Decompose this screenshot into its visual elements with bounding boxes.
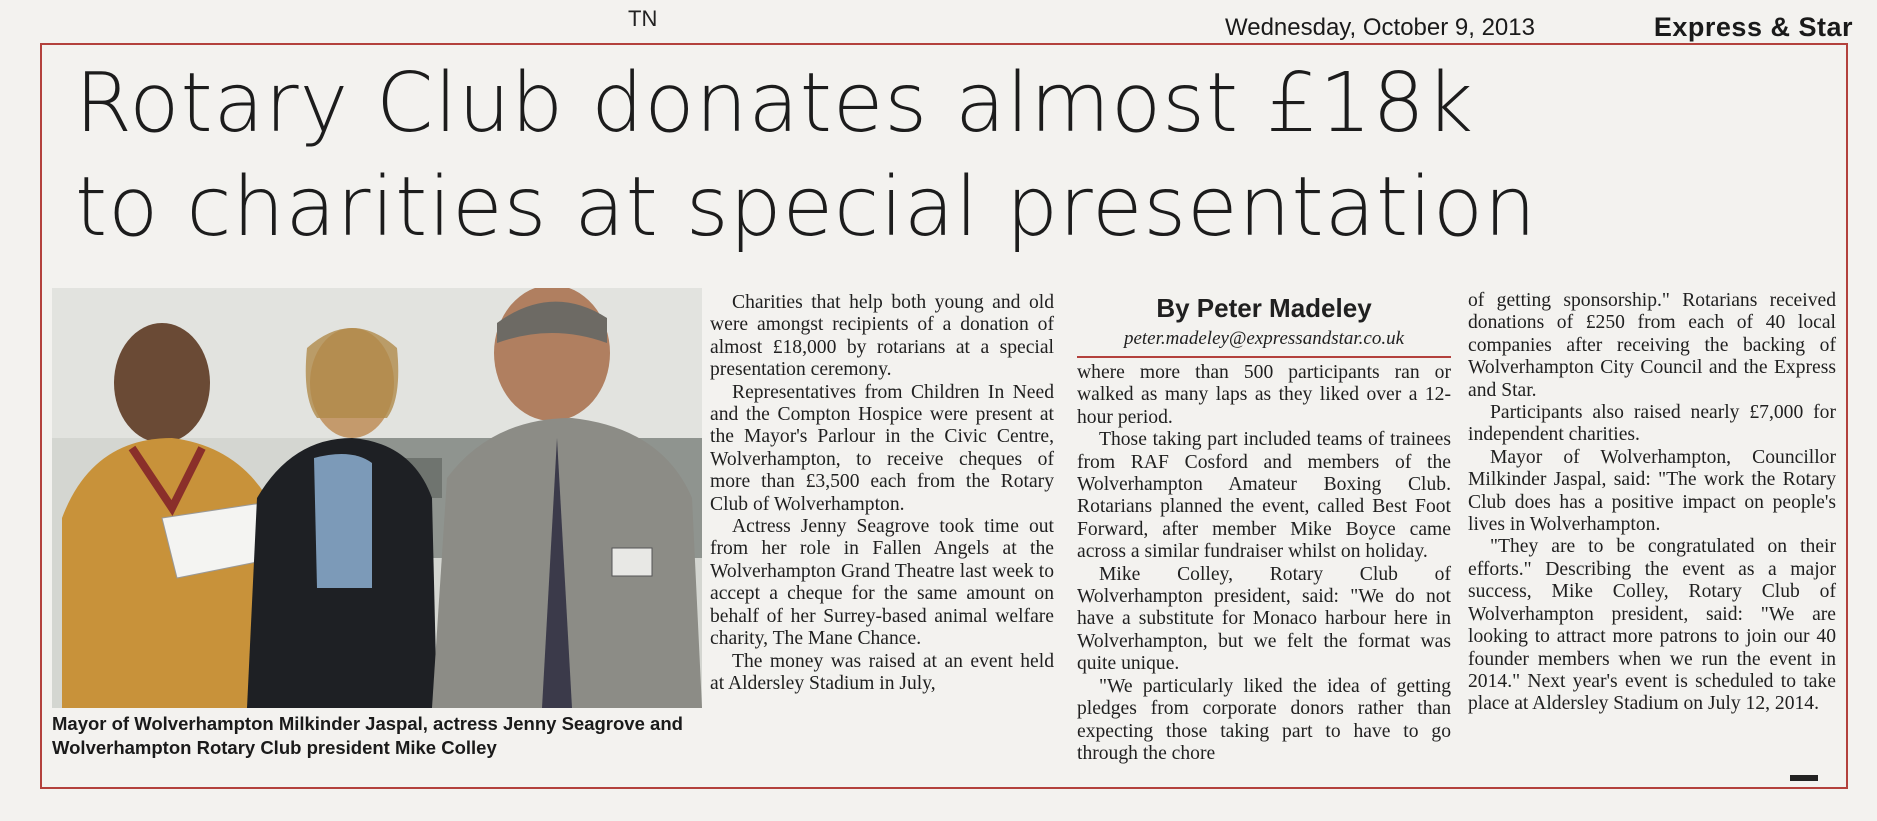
paragraph: Those taking part included teams of trainees from RAF Cosford and members of the Wolverhampton Amateur Boxing Club. Rotarians planned the event, called Best Foot Forward, after member Mike Boyce came across a similar fundraiser whilst on holiday. xyxy=(1077,429,1451,563)
paragraph: Actress Jenny Seagrove took time out from her role in Fallen Angels at the Wolverhampton Grand Theatre last week to accept a cheque for the same amount on behalf of her Surrey-based animal welfare charity, The Mane Chance. xyxy=(710,516,1054,650)
page-code: TN xyxy=(628,6,658,31)
byline-email: peter.madeley@expressandstar.co.uk xyxy=(1077,326,1451,358)
byline-name: By Peter Madeley xyxy=(1156,293,1372,323)
headline xyxy=(75,52,1845,260)
paragraph: "They are to be congratulated on their efforts." Describing the event as a major success, Mike Colley, Rotary Club of Wolverhampton president, said: "We are looking to attract more patrons to join our 40 founder members when we run the event in 2014." Next year's event is scheduled to take place at Aldersley Stadium on July 12, 2014. xyxy=(1468,536,1836,715)
masthead: Express & Star xyxy=(1653,12,1853,42)
paragraph: Participants also raised nearly £7,000 for independent charities. xyxy=(1468,402,1836,446)
paragraph: The money was raised at an event held at Aldersley Stadium in July, xyxy=(710,650,1054,694)
photo-caption: Mayor of Wolverhampton Milkinder Jaspal, actress Jenny Seagrove and Wolverhampton Rotary Club president Mike Colley xyxy=(52,713,683,758)
paragraph: where more than 500 participants ran or walked as many laps as they liked over a 12-hour period. xyxy=(1077,362,1451,428)
photo-illustration xyxy=(52,288,702,708)
paragraph: Mike Colley, Rotary Club of Wolverhampton president, said: "We do not have a substitute for Monaco harbour here in Wolverhampton, but we felt the format was quite unique. xyxy=(1077,563,1451,675)
paragraph: "We particularly liked the idea of getting pledges from corporate donors rather than expecting those taking part to have to go through the chore xyxy=(1077,675,1451,764)
dateline: Wednesday, October 9, 2013 xyxy=(1225,14,1535,41)
end-mark xyxy=(1790,775,1818,781)
headline-line-2: to charities at special presentation xyxy=(75,160,1538,255)
article-column-2 xyxy=(1077,292,1451,765)
article-photo xyxy=(52,288,702,708)
paragraph: Representatives from Children In Need and the Compton Hospice were present at the Mayor's Parlour in the Civic Centre, Wolverhampton, to receive cheques of more than £3,500 each from the Rotary Club of Wolverhampton. xyxy=(710,381,1054,515)
paragraph: of getting sponsorship." Rotarians received donations of £250 from each of 40 local companies after receiving the backing of Wolverhampton City Council and the Express and Star. xyxy=(1468,290,1836,401)
paragraph: Charities that help both young and old were amongst recipients of a donation of almost £18,000 by rotarians at a special presentation ceremony. xyxy=(710,292,1054,381)
article-column-1 xyxy=(710,292,1054,695)
article-column-3 xyxy=(1468,290,1836,716)
paragraph: Mayor of Wolverhampton, Councillor Milkinder Jaspal, said: "The work the Rotary Club does has a positive impact on people's lives in Wolverhampton. xyxy=(1468,446,1836,536)
headline-line-1: Rotary Club donates almost £18k xyxy=(75,56,1475,151)
